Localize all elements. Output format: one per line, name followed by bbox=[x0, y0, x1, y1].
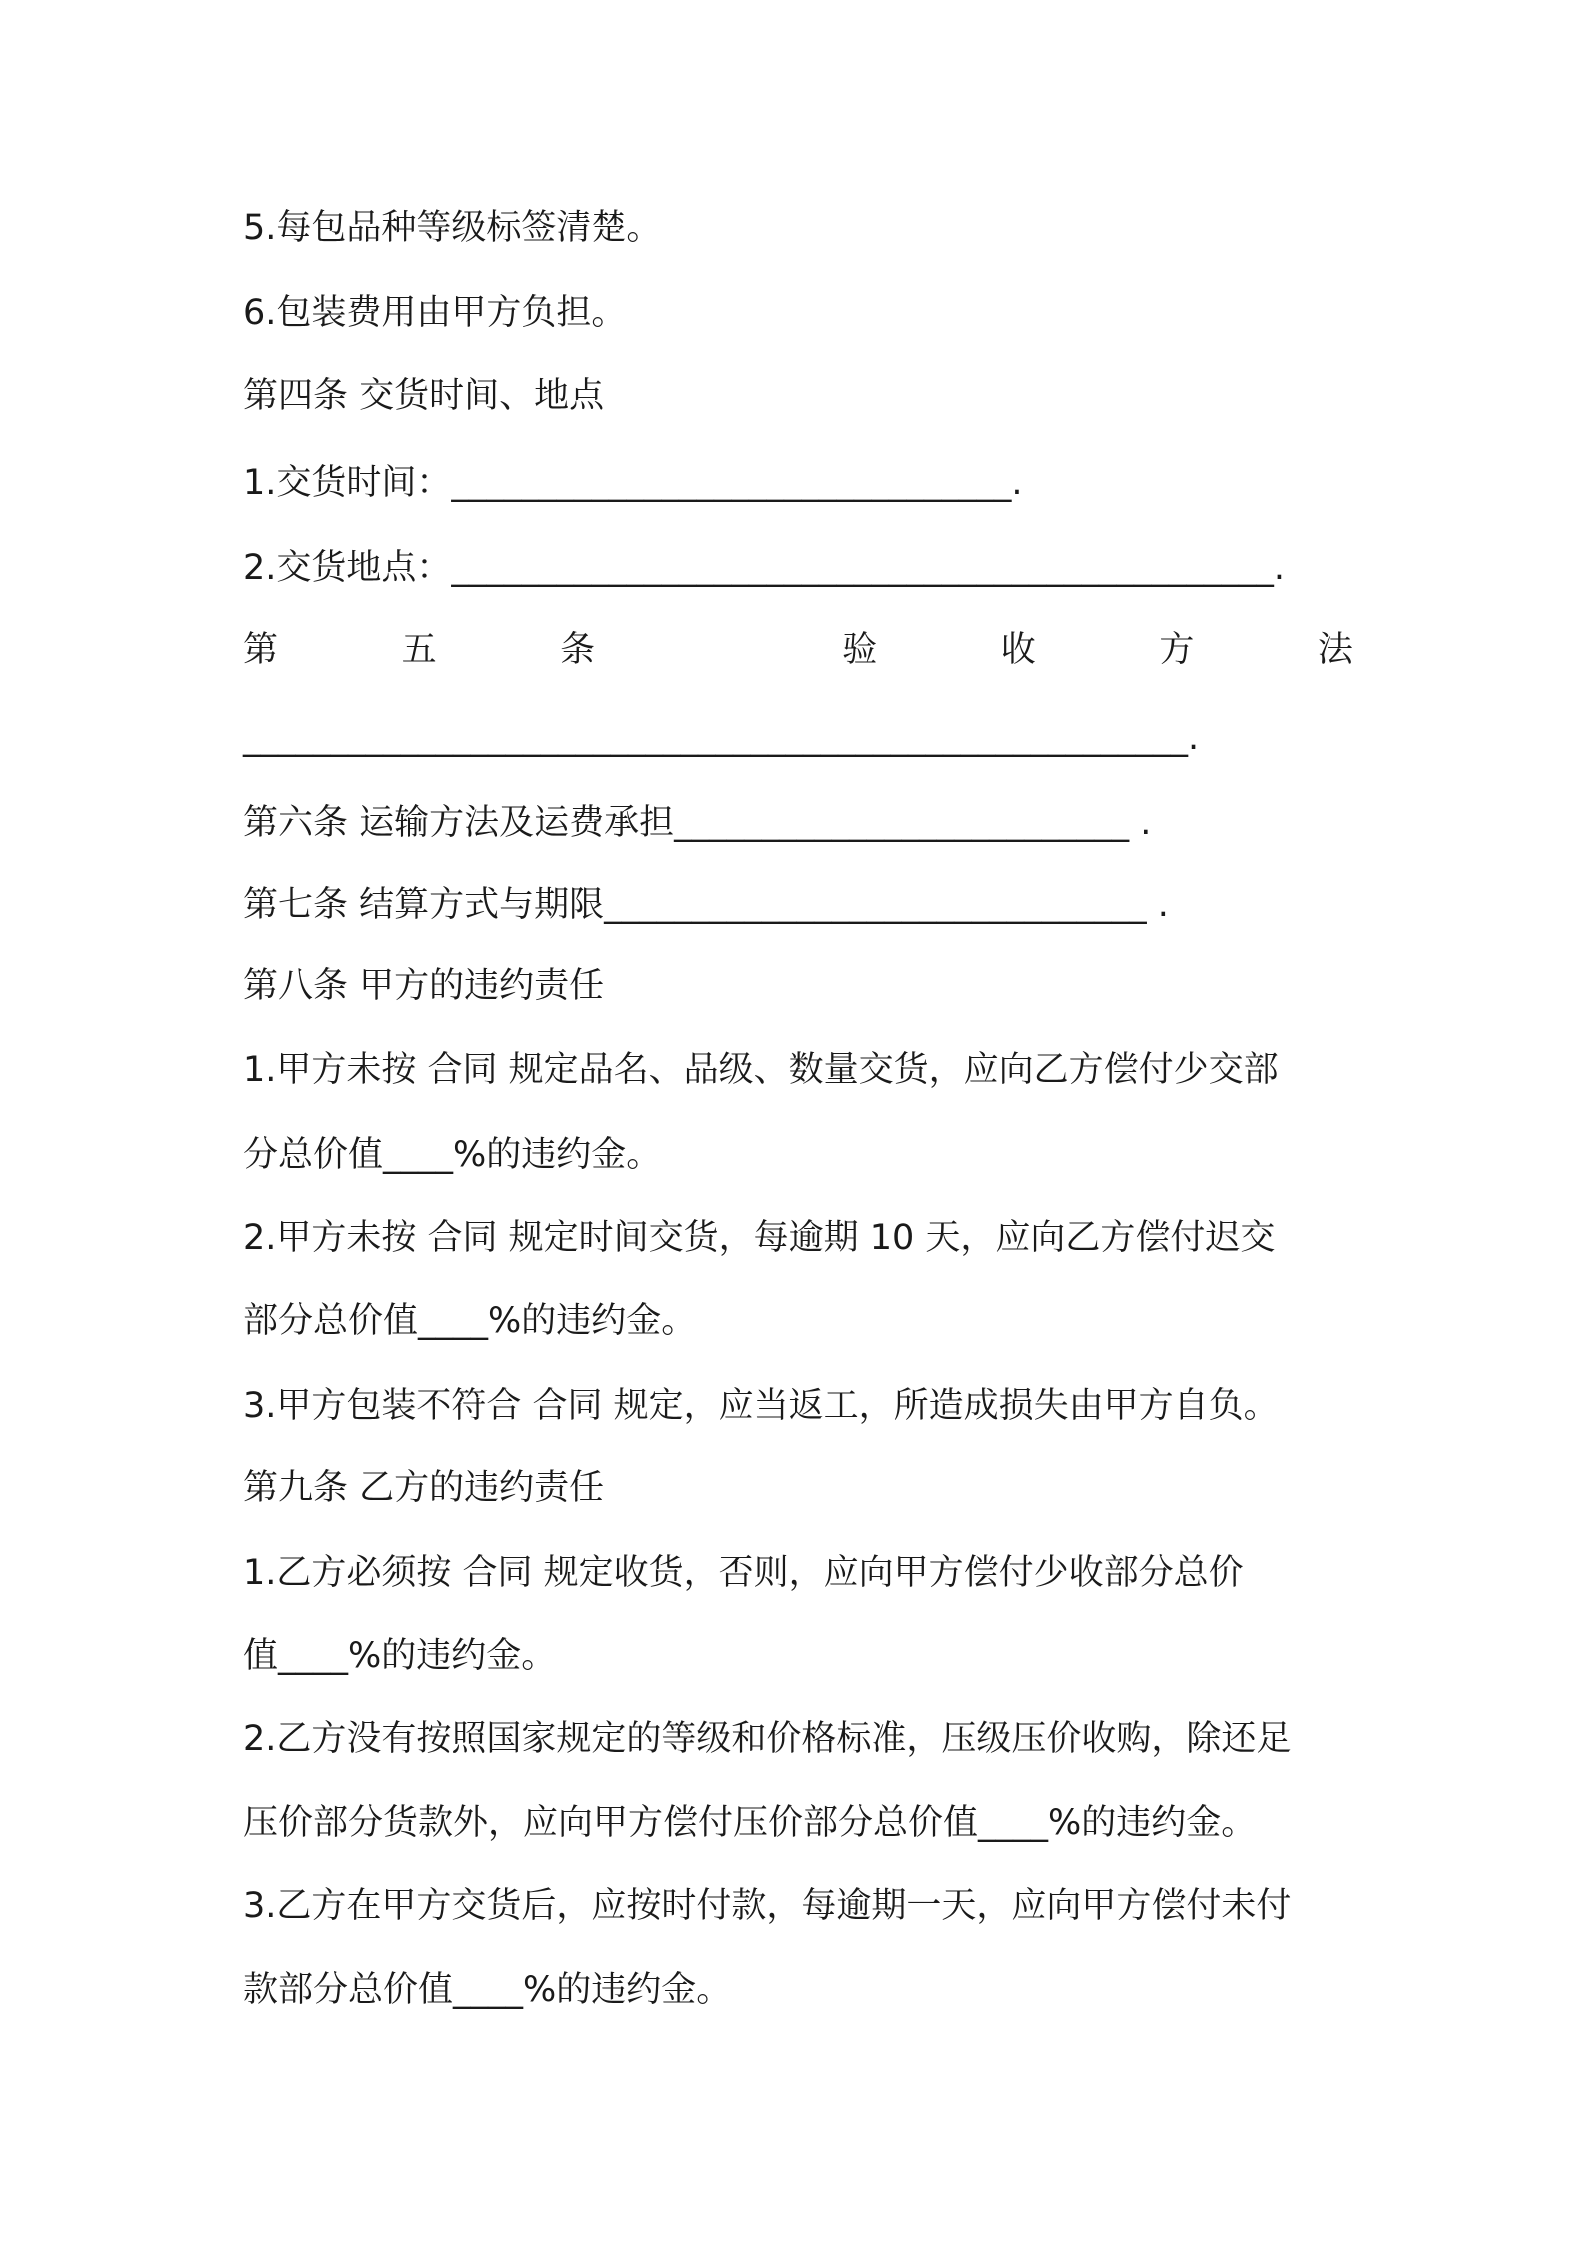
article-5-char: 条 bbox=[560, 630, 596, 670]
article-9-item-2-line-2: 压价部分货款外，应向甲方偿付压价部分总价值____%的违约金。 bbox=[243, 1803, 1257, 1843]
article-6-transport: 第六条 运输方法及运费承担__________________________ . bbox=[243, 803, 1152, 843]
article-7-settlement: 第七条 结算方式与期限_______________________________ . bbox=[243, 885, 1169, 925]
article-4-heading: 第四条 交货时间、地点 bbox=[243, 376, 605, 416]
article-9-item-3-line-1: 3.乙方在甲方交货后，应按时付款，每逾期一天，应向甲方偿付未付 bbox=[243, 1886, 1292, 1926]
article-8-item-3: 3.甲方包装不符合 合同 规定，应当返工，所造成损失由甲方自负。 bbox=[243, 1386, 1279, 1426]
article-9-heading: 第九条 乙方的违约责任 bbox=[243, 1468, 605, 1508]
article-9-item-3-line-2: 款部分总价值____%的违约金。 bbox=[243, 1970, 732, 2010]
article-9-item-1-line-2: 值____%的违约金。 bbox=[243, 1636, 557, 1676]
article-5-char: 方 bbox=[1159, 630, 1195, 670]
article-8-item-1-line-2: 分总价值____%的违约金。 bbox=[243, 1135, 662, 1175]
article-8-heading: 第八条 甲方的违约责任 bbox=[243, 966, 605, 1006]
clause-6-packaging-fee: 6.包装费用由甲方负担。 bbox=[243, 293, 627, 333]
article-8-item-1-line-1: 1.甲方未按 合同 规定品名、品级、数量交货，应向乙方偿付少交部 bbox=[243, 1050, 1279, 1090]
article-5-char: 五 bbox=[401, 630, 437, 670]
article-5-char: 第 bbox=[243, 630, 279, 670]
article-5-char: 法 bbox=[1317, 630, 1353, 670]
delivery-place-field: 2.交货地点：_______________________________________________. bbox=[243, 548, 1286, 588]
article-5-char: 验 bbox=[842, 630, 878, 670]
clause-5-label-text: 5.每包品种等级标签清楚。 bbox=[243, 208, 662, 248]
article-5-heading bbox=[243, 627, 1353, 673]
article-9-item-2-line-1: 2.乙方没有按照国家规定的等级和价格标准，压级压价收购，除还足 bbox=[243, 1719, 1292, 1759]
article-9-item-1-line-1: 1.乙方必须按 合同 规定收货，否则，应向甲方偿付少收部分总价 bbox=[243, 1553, 1244, 1593]
article-8-item-2-line-2: 部分总价值____%的违约金。 bbox=[243, 1301, 697, 1341]
inspection-method-field: ______________________________________________________. bbox=[243, 718, 1200, 758]
article-8-item-2-line-1: 2.甲方未按 合同 规定时间交货，每逾期 10 天，应向乙方偿付迟交 bbox=[243, 1218, 1276, 1258]
delivery-time-field: 1.交货时间：________________________________. bbox=[243, 463, 1023, 503]
article-5-char: 收 bbox=[1000, 630, 1036, 670]
